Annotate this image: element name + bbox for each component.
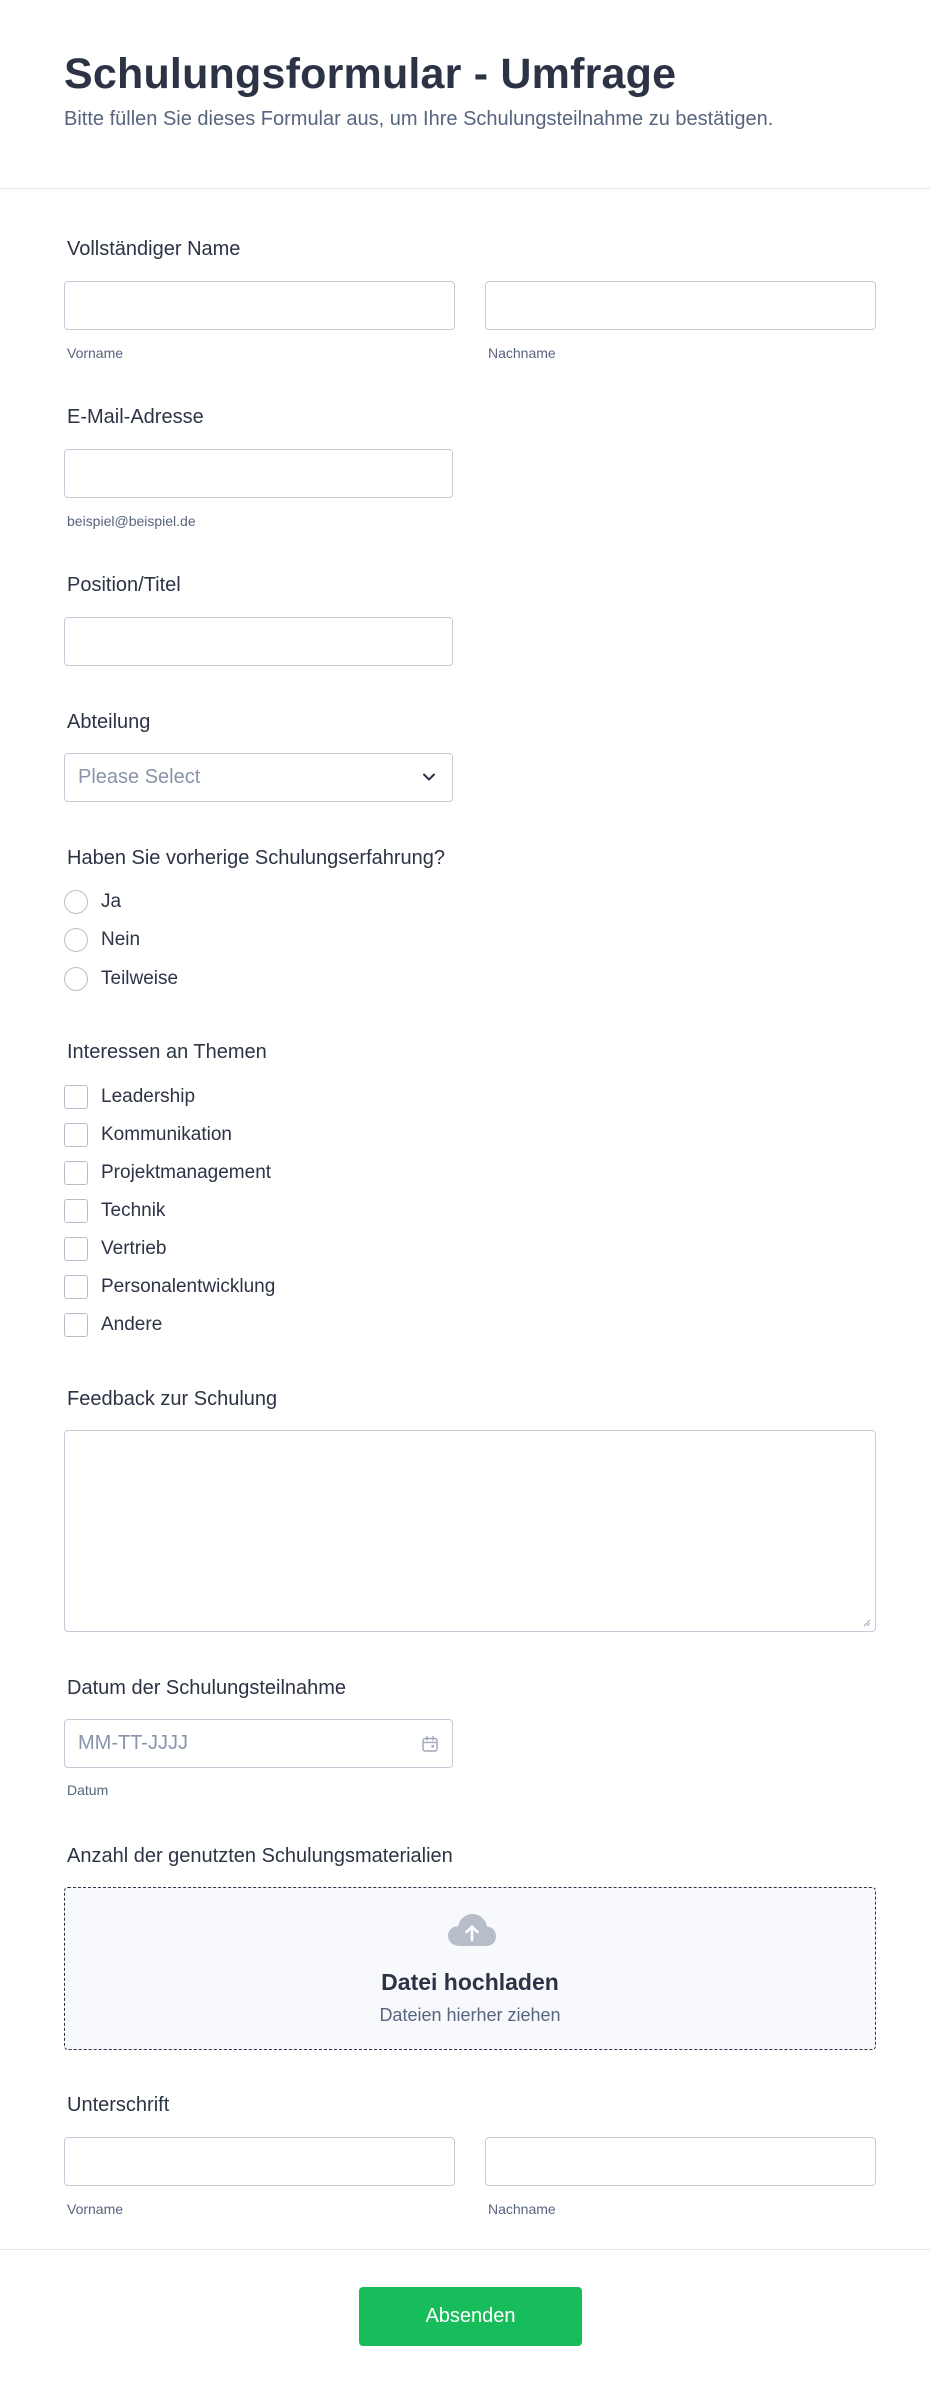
date-input[interactable] xyxy=(64,1719,453,1768)
signature-last-name-input[interactable] xyxy=(485,2137,876,2186)
signature-label: Unterschrift xyxy=(67,2094,170,2116)
feedback-textarea[interactable] xyxy=(64,1430,876,1632)
checkbox[interactable] xyxy=(64,1085,88,1109)
cloud-upload-icon xyxy=(447,1912,497,1948)
upload-title: Datei hochladen xyxy=(381,1969,559,1995)
radio-button[interactable] xyxy=(64,928,88,952)
radio-label: Teilweise xyxy=(101,968,179,989)
chevron-down-icon xyxy=(420,768,438,786)
checkbox[interactable] xyxy=(64,1123,88,1147)
checkbox-label: Vertrieb xyxy=(101,1238,167,1259)
email-label: E-Mail-Adresse xyxy=(67,406,204,428)
resize-handle-icon[interactable] xyxy=(861,1617,871,1627)
department-placeholder: Please Select xyxy=(78,766,201,788)
experience-label: Haben Sie vorherige Schulungserfahrung? xyxy=(67,847,446,869)
materials-label: Anzahl der genutzten Schulungsmaterialien xyxy=(67,1845,453,1867)
email-input[interactable] xyxy=(64,449,453,498)
signature-first-sublabel: Vorname xyxy=(67,2201,124,2217)
last-name-sublabel: Nachname xyxy=(488,345,556,361)
date-placeholder: MM-TT-JJJJ xyxy=(78,1732,188,1754)
radio-label: Nein xyxy=(101,929,141,950)
form-header xyxy=(0,0,930,189)
checkbox-label: Kommunikation xyxy=(101,1124,232,1145)
checkbox-label: Andere xyxy=(101,1314,163,1335)
email-sublabel: beispiel@beispiel.de xyxy=(67,513,196,529)
signature-first-name-input[interactable] xyxy=(64,2137,455,2186)
calendar-icon[interactable] xyxy=(421,1735,439,1753)
interests-label: Interessen an Themen xyxy=(67,1041,267,1063)
date-label: Datum der Schulungsteilnahme xyxy=(67,1677,347,1699)
checkbox[interactable] xyxy=(64,1199,88,1223)
feedback-label: Feedback zur Schulung xyxy=(67,1388,278,1410)
checkbox[interactable] xyxy=(64,1161,88,1185)
file-upload-dropzone[interactable] xyxy=(64,1887,876,2050)
radio-button[interactable] xyxy=(64,890,88,914)
upload-subtitle: Dateien hierher ziehen xyxy=(379,2005,561,2025)
checkbox[interactable] xyxy=(64,1237,88,1261)
position-input[interactable] xyxy=(64,617,453,666)
checkbox[interactable] xyxy=(64,1275,88,1299)
checkbox-label: Personalentwicklung xyxy=(101,1276,276,1297)
submit-button[interactable]: Absenden xyxy=(359,2287,582,2346)
position-label: Position/Titel xyxy=(67,574,181,596)
checkbox-label: Leadership xyxy=(101,1086,196,1107)
checkbox[interactable] xyxy=(64,1313,88,1337)
page-subtitle: Bitte füllen Sie dieses Formular aus, um Ihre Schulungsteilnahme zu bestätigen. xyxy=(64,108,774,130)
checkbox-label: Projektmanagement xyxy=(101,1162,272,1183)
first-name-input[interactable] xyxy=(64,281,455,330)
radio-label: Ja xyxy=(101,891,122,912)
last-name-input[interactable] xyxy=(485,281,876,330)
department-select[interactable] xyxy=(64,753,453,802)
department-label: Abteilung xyxy=(67,711,151,733)
signature-last-sublabel: Nachname xyxy=(488,2201,556,2217)
first-name-sublabel: Vorname xyxy=(67,345,124,361)
radio-button[interactable] xyxy=(64,967,88,991)
date-sublabel: Datum xyxy=(67,1782,109,1798)
checkbox-label: Technik xyxy=(101,1200,166,1221)
page-title: Schulungsformular - Umfrage xyxy=(64,50,677,98)
full-name-label: Vollständiger Name xyxy=(67,238,241,260)
